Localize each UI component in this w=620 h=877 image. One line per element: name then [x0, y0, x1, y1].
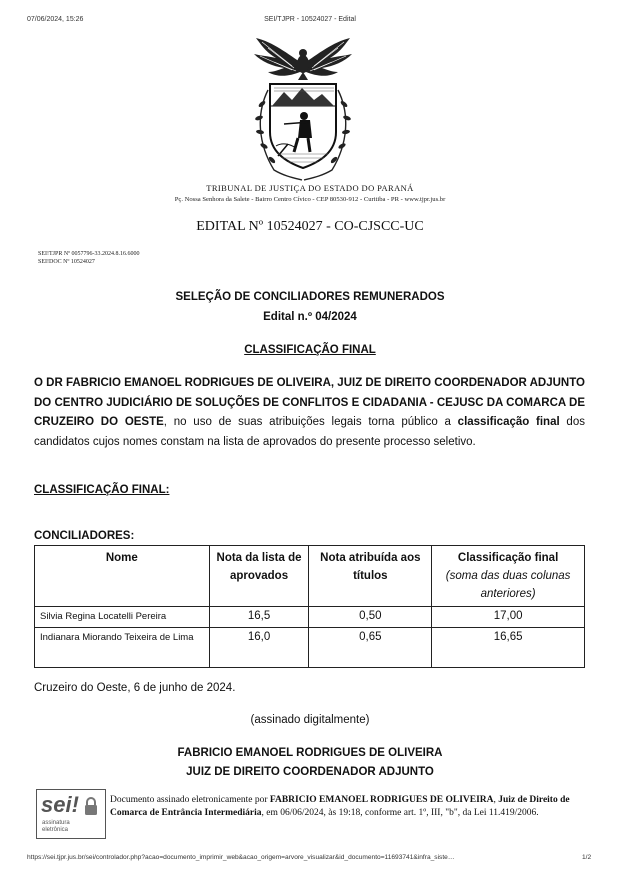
intro-bold-classification: classificação final	[457, 416, 560, 428]
intro-middle-text: , no uso de suas atribuições legais torna público a	[163, 416, 458, 428]
print-page-number: 1/2	[582, 854, 592, 861]
signer-role: JUIZ DE DIREITO COORDENADOR ADJUNTO	[186, 766, 434, 778]
group-title: CONCILIADORES:	[34, 530, 135, 542]
row-nota-lista: 16,5	[209, 607, 309, 628]
sei-logo-caption-1: assinatura	[42, 820, 70, 826]
header-classificacao	[432, 546, 585, 607]
row-final: 17,00	[432, 607, 585, 628]
row-nota-titulos: 0,65	[309, 628, 432, 668]
row-name: Indianara Miorando Teixeira de Lima	[35, 628, 210, 668]
heading-edital-number: Edital n.º 04/2024	[263, 311, 357, 323]
sig-text-name: FABRICIO EMANOEL RODRIGUES DE OLIVEIRA	[269, 795, 494, 805]
row-nota-lista: 16,0	[209, 628, 309, 668]
intro-bold-judge: O DR FABRICIO EMANOEL RODRIGUES DE OLIVEIRA, JUIZ DE DIREITO COORDENADOR ADJUNTO DO CENTRO JUDICIÁRIO DE SOLUÇÕES DE CONFLITOS E CIDADANIA - CEJUSC DA COMARCA DE CRUZEIRO DO OESTE	[34, 377, 585, 428]
court-address: Pç. Nossa Senhora da Salete - Bairro Centro Cívico - CEP 80530-912 - Curitiba - PR - www.tjpr.jus.br	[174, 196, 446, 203]
sig-text-role: Juiz de Direito de Comarca de Entrância Intermediária	[110, 795, 570, 818]
header-nota-titulos: Nota atribuída aos títulos	[309, 546, 432, 607]
row-nota-titulos: 0,50	[309, 607, 432, 628]
print-title: SEI/TJPR - 10524027 - Edital	[264, 16, 356, 23]
intro-paragraph	[34, 374, 585, 452]
sei-process-number: SEI!TJPR Nº 0057796-33.2024.8.16.6000	[38, 251, 140, 257]
header-name: Nome	[35, 546, 210, 607]
intro-end-text: dos candidatos cujos nomes constam na lista de aprovados do presente processo seletivo.	[34, 416, 585, 448]
sei-logo-caption	[42, 820, 70, 834]
heading-selection: SELEÇÃO DE CONCILIADORES REMUNERADOS	[175, 291, 445, 303]
electronic-signature-text	[110, 794, 585, 820]
edital-title: EDITAL Nº 10524027 - CO-CJSCC-UC	[196, 219, 424, 234]
header-nota-lista: Nota da lista de aprovados	[209, 546, 309, 607]
parana-coat-of-arms-icon	[248, 34, 358, 182]
sei-signature-logo	[36, 789, 106, 839]
sig-text-c: ,	[493, 795, 499, 805]
sei-logo-caption-2: eletrônica	[42, 827, 69, 833]
signed-note: (assinado digitalmente)	[250, 714, 370, 726]
table-row	[35, 628, 585, 668]
classification-table	[34, 545, 585, 668]
header-classificacao-note: (soma das duas colunas anteriores)	[445, 570, 571, 600]
print-url: https://sei.tjpr.jus.br/sei/controlador.php?acao=documento_imprimir_web&acao_origem=arvore_visualizar&id_documento=11693741&infra_siste…	[27, 854, 455, 861]
print-datetime: 07/06/2024, 15:26	[27, 16, 84, 23]
row-name: Silvia Regina Locatelli Pereira	[35, 607, 210, 628]
sei-logo-text: sei!	[41, 792, 79, 817]
sig-text-a: Documento assinado eletronicamente por	[110, 795, 270, 805]
lock-icon	[83, 796, 99, 816]
court-name: TRIBUNAL DE JUSTIÇA DO ESTADO DO PARANÁ	[206, 183, 414, 193]
city-date: Cruzeiro do Oeste, 6 de junho de 2024.	[34, 682, 236, 694]
table-row	[35, 607, 585, 628]
document-meta	[38, 250, 140, 266]
header-classificacao-label: Classificação final	[457, 552, 559, 564]
row-final: 16,65	[432, 628, 585, 668]
section-title: CLASSIFICAÇÃO FINAL:	[34, 484, 170, 496]
table-header-row	[35, 546, 585, 607]
sig-text-e: , em 06/06/2024, às 19:18, conforme art. 1º, III, "b", da Lei 11.419/2006.	[261, 808, 539, 818]
signer-name: FABRICIO EMANOEL RODRIGUES DE OLIVEIRA	[177, 747, 443, 759]
sei-doc-number: SEI!DOC Nº 10524027	[38, 259, 95, 265]
heading-final-classification: CLASSIFICAÇÃO FINAL	[244, 344, 376, 356]
